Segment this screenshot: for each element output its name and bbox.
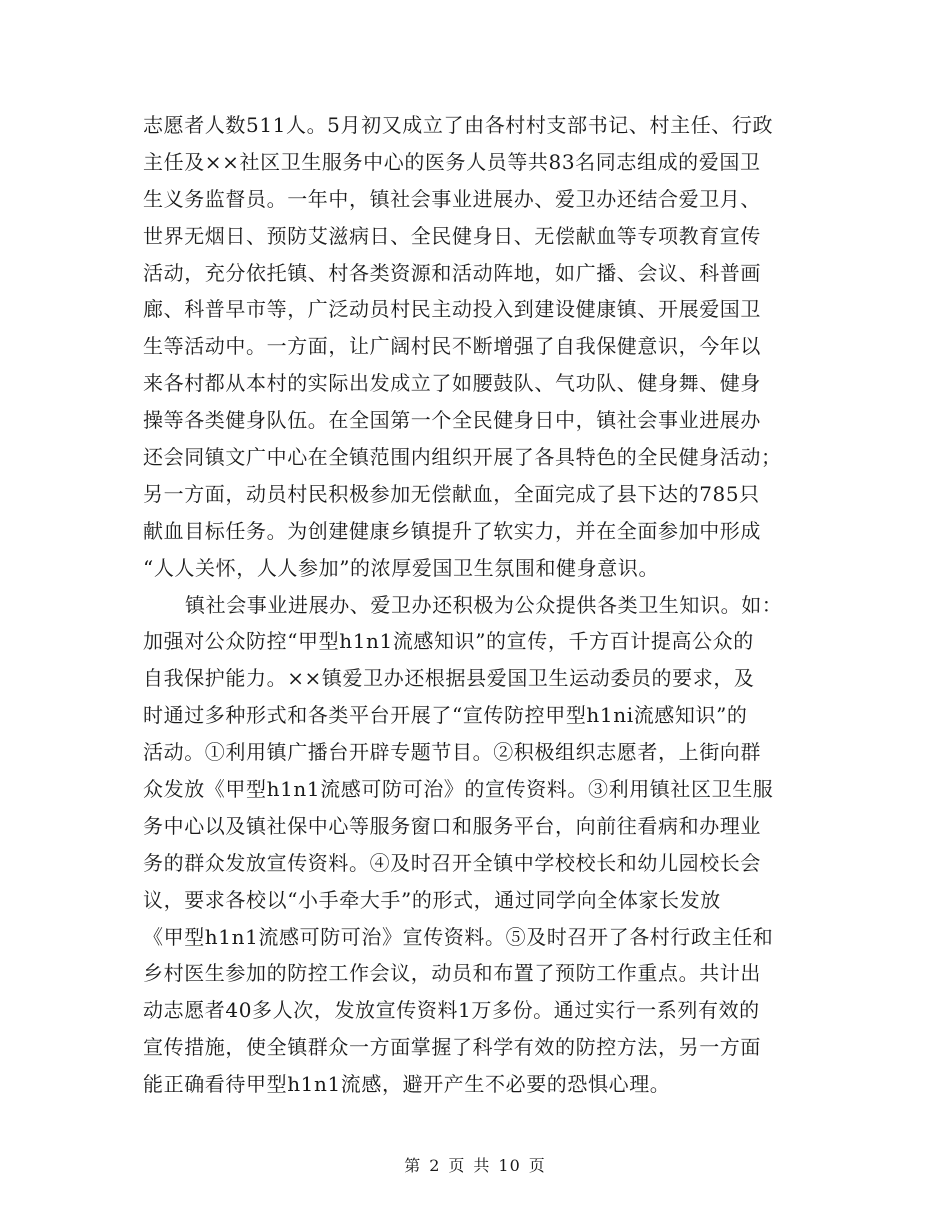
text-line: 生义务监督员。一年中，镇社会事业进展办、爱卫办还结合爱卫月、 [143, 186, 761, 211]
paragraph [143, 587, 815, 1103]
text-line: 众发放《甲型h1n1流感可防可治》的宣传资料。③利用镇社区卫生服 [143, 777, 774, 802]
text-line: 世界无烟日、预防艾滋病日、全民健身日、无偿献血等专项教育宣传 [143, 223, 761, 248]
text-line: 议，要求各校以“小手牵大手”的形式，通过同学向全体家长发放 [143, 887, 721, 912]
document-body [143, 107, 815, 1103]
text-line: 另一方面，动员村民积极参加无偿献血，全面完成了县下达的785只 [143, 481, 760, 506]
text-line: 《甲型h1n1流感可防可治》宣传资料。⑤及时召开了各村行政主任和 [143, 924, 774, 949]
footer-total-pages: 10 [498, 1156, 521, 1175]
footer-ye-2: 页 [528, 1156, 546, 1175]
text-line: 宣传措施，使全镇群众一方面掌握了科学有效的防控方法，另一方面 [143, 1035, 761, 1060]
paragraph [143, 107, 815, 587]
text-line: 活动。①利用镇广播台开辟专题节目。②积极组织志愿者，上街向群 [143, 740, 761, 765]
footer-di: 第 [404, 1156, 422, 1175]
text-line: 廊、科普早市等，广泛动员村民主动投入到建设健康镇、开展爱国卫 [143, 297, 761, 322]
text-line: 动志愿者40多人次，发放宣传资料1万多份。通过实行一系列有效的 [143, 998, 760, 1023]
text-line: 能正确看待甲型h1n1流感，避开产生不必要的恐惧心理。 [143, 1072, 671, 1097]
text-line: 时通过多种形式和各类平台开展了“宣传防控甲型h1ni流感知识”的 [143, 703, 748, 728]
text-line: 乡村医生参加的防控工作会议，动员和布置了预防工作重点。共计出 [143, 961, 761, 986]
footer-page-number: 2 [429, 1156, 441, 1175]
page-footer [0, 1153, 950, 1176]
text-line: 来各村都从本村的实际出发成立了如腰鼓队、气功队、健身舞、健身 [143, 371, 761, 396]
text-line: 镇社会事业进展办、爱卫办还积极为公众提供各类卫生知识。如： [185, 592, 783, 617]
text-line: 献血目标任务。为创建健康乡镇提升了软实力，并在全面参加中形成 [143, 518, 761, 543]
text-line: 生等活动中。一方面，让广阔村民不断增强了自我保健意识，今年以 [143, 334, 761, 359]
text-line: 操等各类健身队伍。在全国第一个全民健身日中，镇社会事业进展办 [143, 408, 761, 433]
text-line: 还会同镇文广中心在全镇范围内组织开展了各具特色的全民健身活动； [143, 445, 782, 470]
text-line: 加强对公众防控“甲型h1n1流感知识”的宣传，千方百计提高公众的 [143, 629, 754, 654]
text-line: 活动，充分依托镇、村各类资源和活动阵地，如广播、会议、科普画 [143, 260, 761, 285]
text-line: 务的群众发放宣传资料。④及时召开全镇中学校校长和幼儿园校长会 [143, 850, 761, 875]
text-line: 志愿者人数511人。5月初又成立了由各村村支部书记、村主任、行政 [143, 113, 774, 137]
text-line: “人人关怀，人人参加”的浓厚爱国卫生氛围和健身意识。 [143, 555, 660, 580]
footer-gong: 共 [473, 1156, 491, 1175]
text-line: 主任及××社区卫生服务中心的医务人员等共83名同志组成的爱国卫 [143, 149, 761, 174]
footer-ye: 页 [448, 1156, 466, 1175]
text-line: 自我保护能力。××镇爱卫办还根据县爱国卫生运动委员的要求，及 [143, 666, 755, 691]
text-line: 务中心以及镇社保中心等服务窗口和服务平台，向前往看病和办理业 [143, 813, 761, 838]
